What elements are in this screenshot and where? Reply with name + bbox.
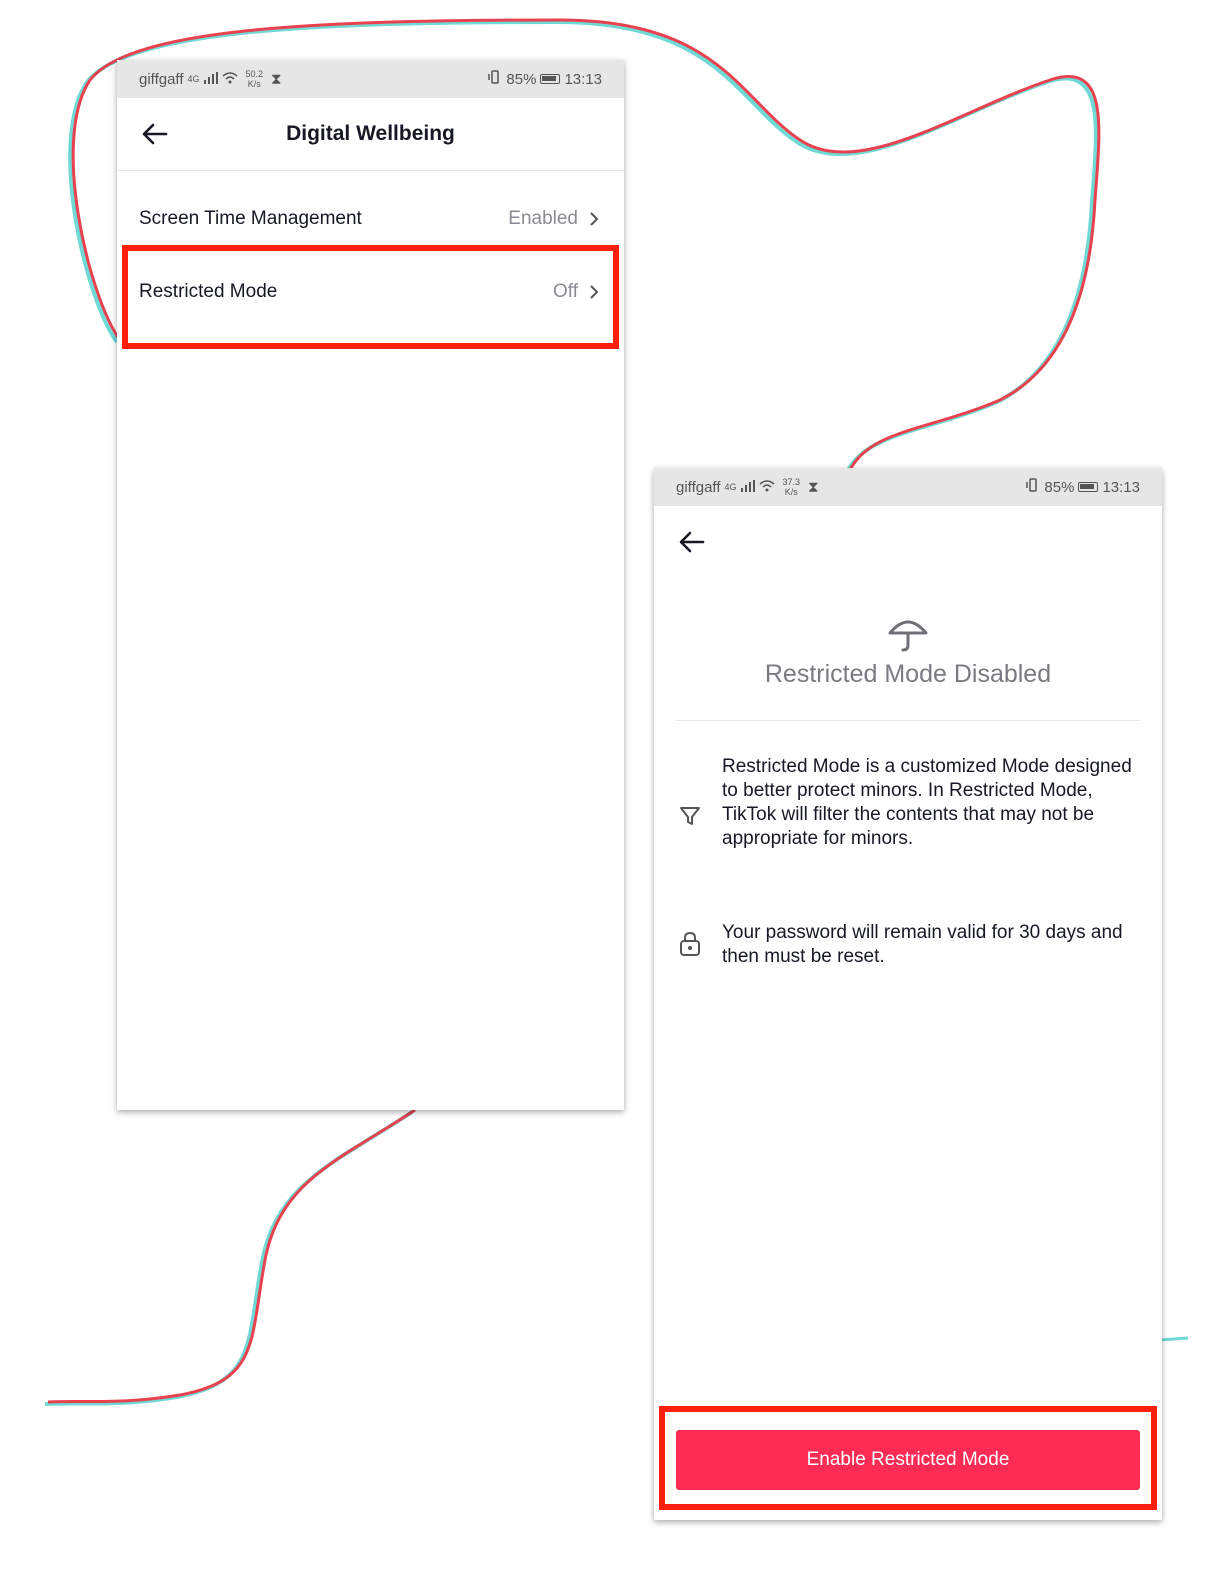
back-button[interactable] <box>676 526 708 558</box>
battery-icon <box>540 74 560 84</box>
battery-percent: 85% <box>1044 478 1075 496</box>
speed-unit: K/s <box>247 79 261 89</box>
speed-unit: K/s <box>784 487 798 497</box>
battery-percent: 85% <box>506 70 537 88</box>
nav-header <box>117 98 624 171</box>
speed-value: 37.3 <box>782 477 801 487</box>
arrow-left-icon <box>676 526 708 558</box>
carrier-label: giffgaff <box>676 478 721 496</box>
row-label: Restricted Mode <box>139 281 278 302</box>
back-button[interactable] <box>139 118 171 150</box>
hourglass-icon: ⧗ <box>808 478 819 496</box>
phone-screen-digital-wellbeing <box>117 60 624 1110</box>
nav-header <box>654 506 1162 576</box>
chevron-right-icon <box>588 210 600 228</box>
signal-icon <box>204 71 218 88</box>
highlight-box-enable-button <box>659 1406 1157 1510</box>
divider <box>676 720 1140 721</box>
lock-icon <box>678 930 702 958</box>
row-value: Enabled <box>508 208 578 229</box>
wifi-icon <box>222 71 238 88</box>
vibrate-icon <box>488 70 502 88</box>
battery-icon <box>1078 482 1098 492</box>
filter-icon <box>678 804 702 828</box>
status-bar <box>117 60 624 98</box>
info-text-password: Your password will remain valid for 30 days and then must be reset. <box>722 922 1123 967</box>
row-value: Off <box>553 281 578 302</box>
carrier-label: giffgaff <box>139 70 184 88</box>
umbrella-icon <box>885 613 931 653</box>
arrow-left-icon <box>139 118 171 150</box>
vibrate-icon <box>1026 478 1040 496</box>
network-label: 4G <box>724 482 737 492</box>
info-text-restricted-mode: Restricted Mode is a customized Mode designed to better protect minors. In Restricted Mode, TikTok will filter the contents that may not be appropriate for minors. <box>722 756 1132 849</box>
page-title: Digital Wellbeing <box>286 122 455 145</box>
restricted-mode-status-heading: Restricted Mode Disabled <box>764 660 1052 688</box>
wifi-icon <box>759 479 775 496</box>
hourglass-icon: ⧗ <box>271 70 282 88</box>
enable-restricted-mode-button[interactable]: Enable Restricted Mode <box>676 1430 1140 1490</box>
network-label: 4G <box>187 74 200 84</box>
network-speed <box>246 69 264 89</box>
phone-screen-restricted-mode <box>654 468 1162 1520</box>
highlight-box-restricted-mode <box>122 245 619 349</box>
clock: 13:13 <box>564 70 602 88</box>
status-bar <box>654 468 1162 506</box>
row-label: Screen Time Management <box>139 208 362 229</box>
network-speed <box>783 477 801 497</box>
clock: 13:13 <box>1102 478 1140 496</box>
speed-value: 50.2 <box>245 69 264 79</box>
signal-icon <box>741 479 755 496</box>
